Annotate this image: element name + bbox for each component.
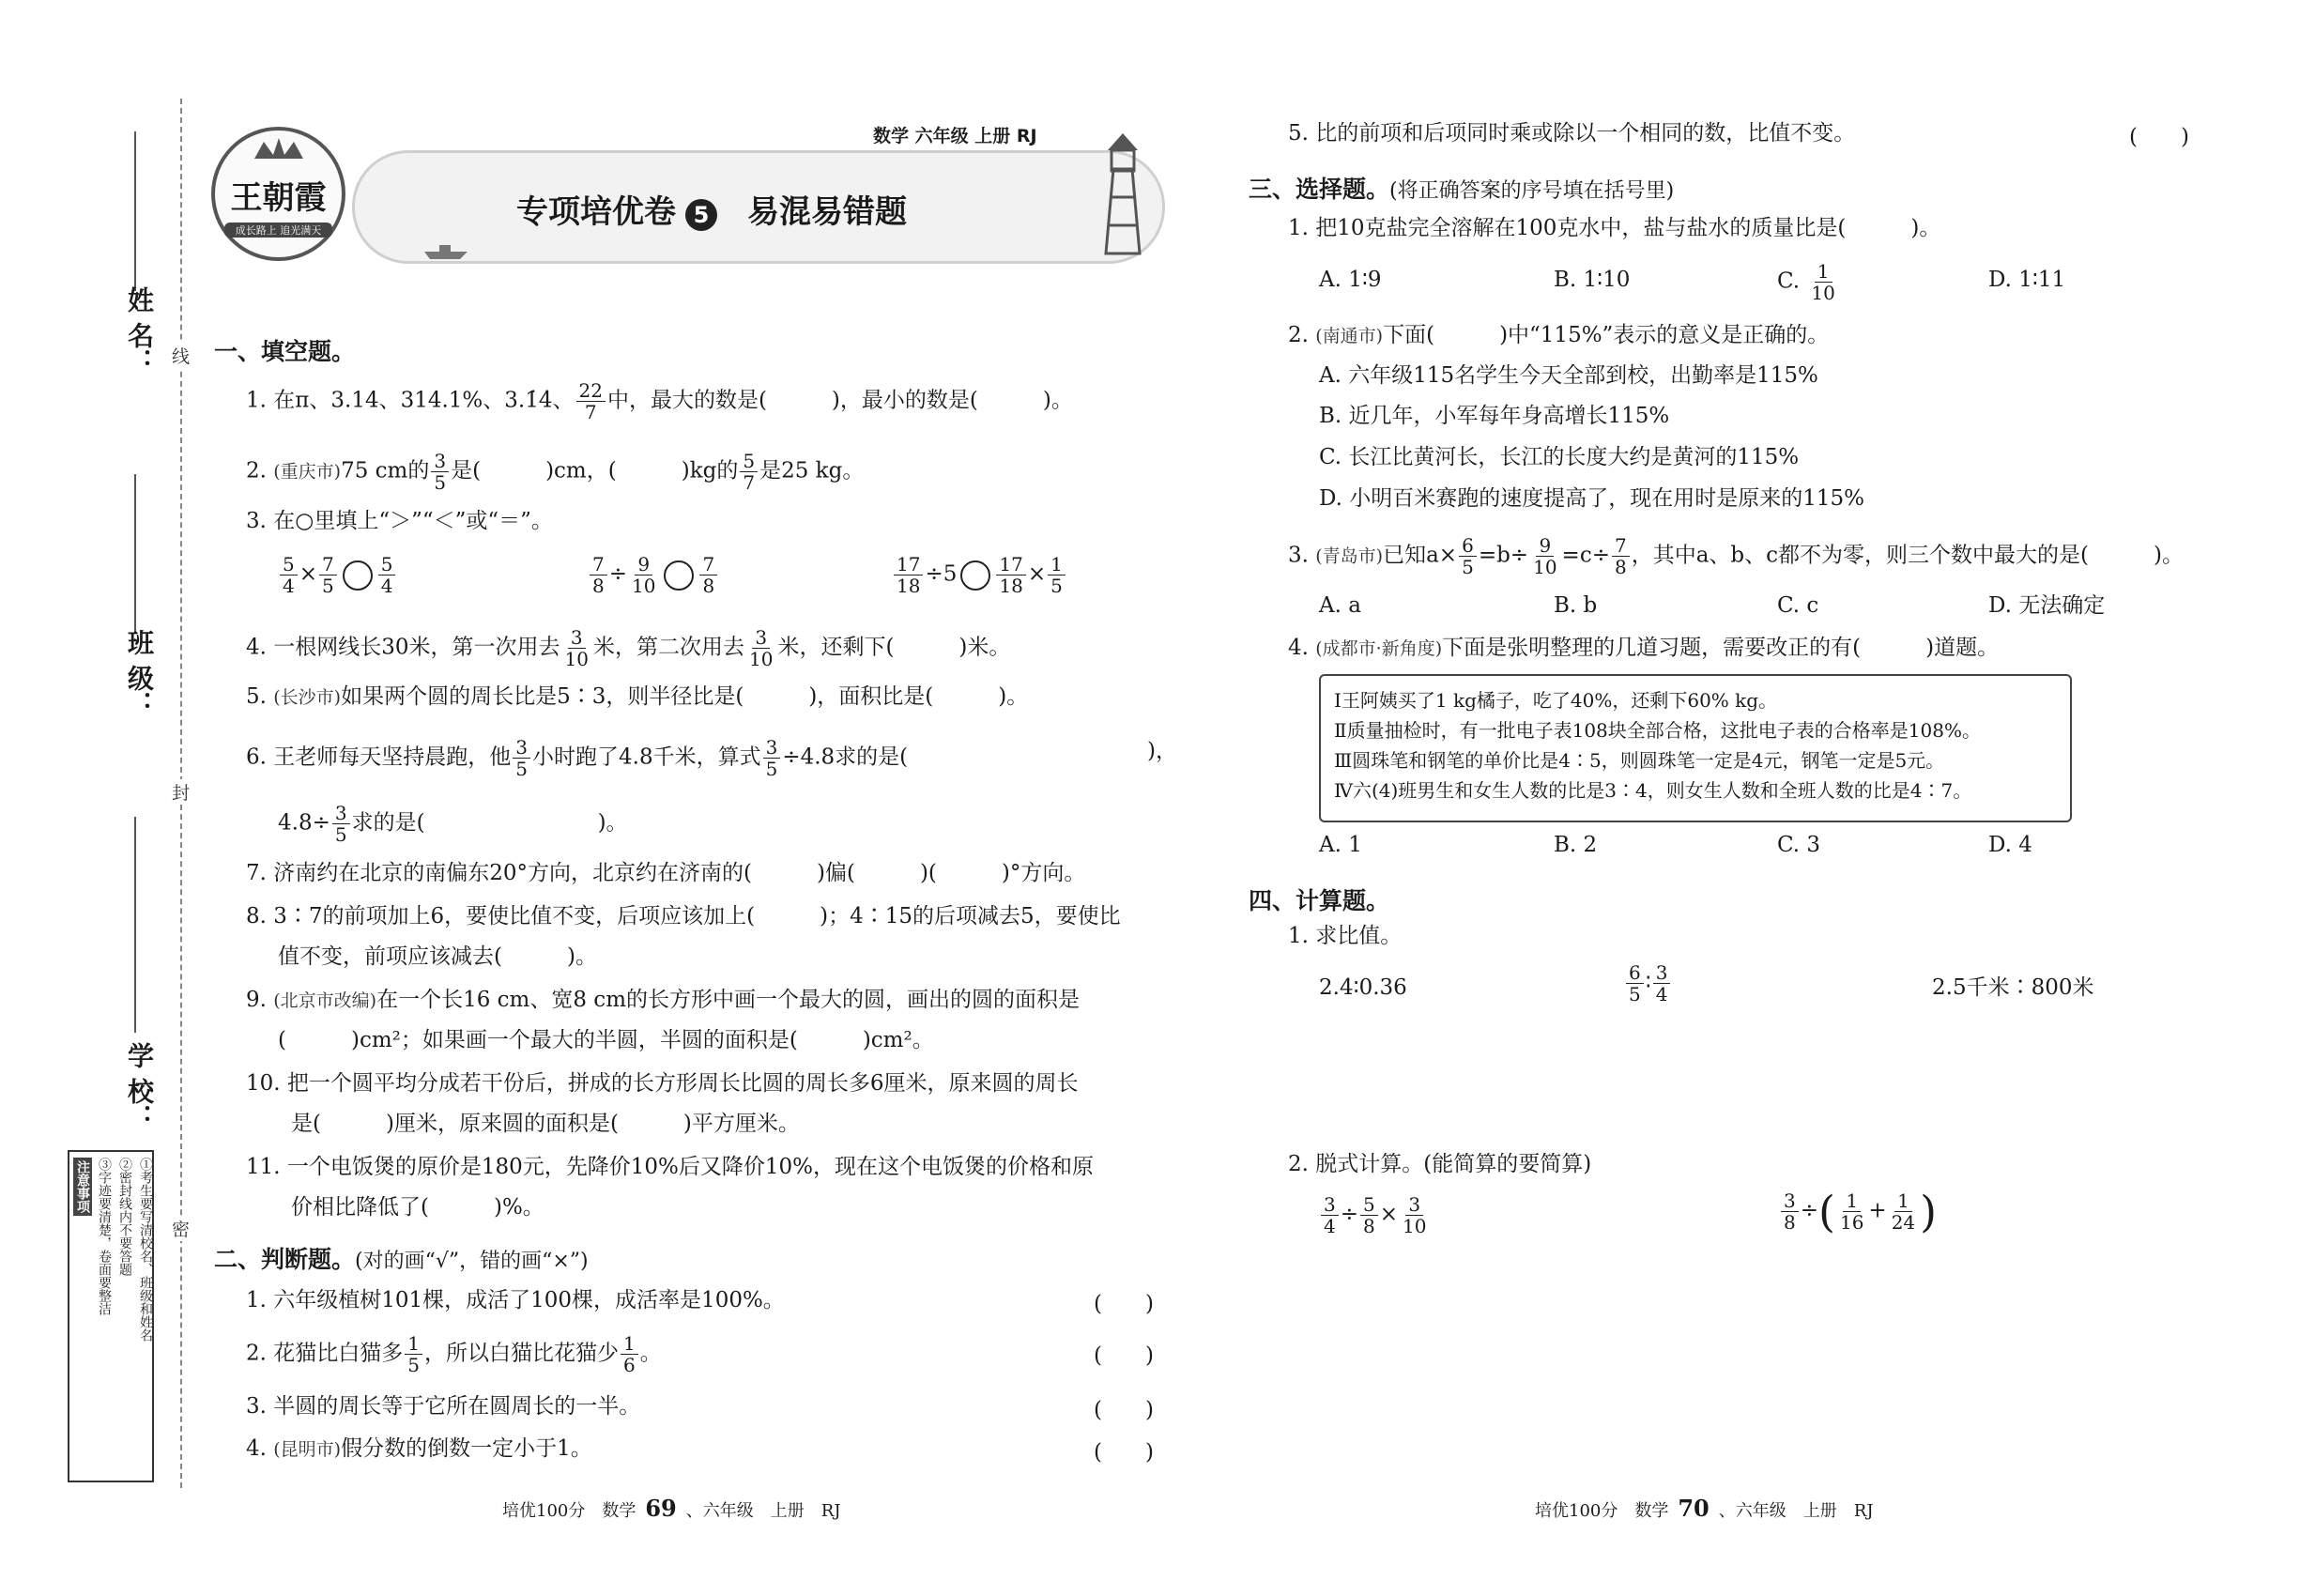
calc-2: 2. 脱式计算。(能简算的要简算) [1288,1152,1592,1176]
question-10: 10. 把一个圆平均分成若干份后，拼成的长方形周长比圆的周长多6厘米，原来圆的周长 [246,1071,1079,1096]
question-2: 2. (重庆市)75 cm的 $\frac{3}{5}$ 是( )cm，( )kg的 $\frac{5}{7}$ 是25 kg。 [246,450,865,494]
question-6: 6. 王老师每天坚持晨跑，他 $\frac{3}{5}$ 小时跑了4.8千米，算式 $\frac{3}{5}$ ÷4.8求的是( [246,736,909,780]
question-9: 9. (北京市改编)在一个长16 cm、宽8 cm的长方形中画一个最大的圆，画出的圆的面积是 [246,988,1080,1012]
choice-2-option-d[interactable]: D. 小明百米赛跑的速度提高了，现在用时是原来的115% [1319,486,1864,511]
exercise-item: Ⅳ六(4)班男生和女生人数的比是3∶4，则女生人数和全班人数的比是4∶7。 [1334,779,1972,802]
notice-item: ③字迹要清楚，卷面要整洁 [97,1158,112,1315]
section-true-false: 二、判断题。(对的画“√”，错的画“×”) [214,1246,589,1273]
exercise-item: Ⅲ圆珠笔和钢笔的单价比是4∶5，则圆珠笔一定是4元，钢笔一定是5元。 [1334,749,1945,772]
name-label: 姓 名： [124,286,155,375]
calc-1-c: 2.5千米∶800米 [1932,975,2094,1000]
brand-logo [211,127,345,261]
title-prefix: 专项培优卷 [516,193,676,231]
calc-1-a: 2.4∶0.36 [1319,975,1407,1000]
brand-name: 王朝霞 [230,179,327,217]
seal-mark-line: 线 [172,343,190,368]
exercise-list-box [1319,674,2072,822]
ship-icon [422,242,469,261]
choice-1: 1. 把10克盐完全溶解在100克水中，盐与盐水的质量比是( )。 [1288,216,1941,240]
footer-right: 培优100分 数学 70 、六年级 上册 RJ [1535,1495,1874,1522]
compare-circle[interactable] [343,560,373,591]
judge-3: 3. 半圆的周长等于它所在圆周长的一半。 [246,1394,641,1419]
title-number-badge: 5 [685,199,717,231]
answer-paren[interactable]: ( ) [1094,1440,1154,1465]
title-suffix: 易混易错题 [747,193,907,231]
page-number: 69 [645,1495,677,1522]
choice-2-option-b[interactable]: B. 近几年，小军每年身高增长115% [1319,404,1670,428]
judge-5: 5. 比的前项和后项同时乘或除以一个相同的数，比值不变。 [1288,121,1856,146]
question-5: 5. (长沙市)如果两个圆的周长比是5∶3，则半径比是( )，面积比是( )。 [246,684,1029,709]
question-10-line2: 是( )厘米，原来圆的面积是( )平方厘米。 [291,1112,800,1136]
answer-paren[interactable]: ( ) [2129,125,2189,149]
question-3-expr-3: $\frac{17}{18}$ ÷5 $\frac{17}{18}$ × $\frac{1}{5}$ [892,554,1067,596]
choice-3-option-d[interactable]: D. 无法确定 [1988,593,2106,618]
brand-slogan: 成长路上 追光满天 [224,223,332,238]
name-underline [134,131,136,291]
notice-title: 注意事项 [73,1158,92,1216]
question-1: 1. 在π、3.14、314.1%、3.1̇4̇、 $\frac{22}{7}$ 中，最大的数是( )，最小的数是( )。 [246,379,1073,423]
seal-mark-dense: 密 [172,1216,190,1241]
calc-1-b: $\frac{6}{5}$ ∶ $\frac{3}{4}$ [1624,962,1672,1005]
choice-4: 4. (成都市·新角度)下面是张明整理的几道习题，需要改正的有( )道题。 [1288,636,2000,660]
question-4: 4. 一根网线长30米，第一次用去 $\frac{3}{10}$ 米，第二次用去 $\frac{3}{10}$ 米，还剩下( )米。 [246,626,1011,670]
choice-3: 3. (青岛市)已知a× $\frac{6}{5}$ =b÷ $\frac{9}{10}$ =c÷ $\frac{7}{8}$ ，其中a、b、c都不为零，则三个数中最大的是( )。 [1288,534,2184,578]
choice-3-option-c[interactable]: C. c [1777,593,1819,618]
question-3: 3. 在○里填上“＞”“＜”或“＝”。 [246,509,553,533]
judge-4: 4. (昆明市)假分数的倒数一定小于1。 [246,1436,592,1461]
question-6-line2: 4.8÷ $\frac{3}{5}$ 求的是( )。 [278,802,628,846]
question-8-line2: 值不变，前项应该减去( )。 [278,944,597,969]
choice-4-option-a[interactable]: A. 1 [1319,833,1362,857]
choice-1-option-c[interactable]: C. $\frac{1}{10}$ [1777,260,1835,304]
calc-1: 1. 求比值。 [1288,924,1403,948]
answer-paren[interactable]: ( ) [1094,1343,1154,1368]
question-11: 11. 一个电饭煲的原价是180元，先降价10%后又降价10%，现在这个电饭煲的价格和原 [246,1155,1095,1179]
question-3-expr-1: $\frac{5}{4}$ × $\frac{7}{5}$ $\frac{5}{4}$ [278,554,397,596]
class-label: 班 级： [124,629,155,717]
choice-4-option-b[interactable]: B. 2 [1554,833,1598,857]
choice-1-option-a[interactable]: A. 1∶9 [1319,268,1382,292]
seal-mark-seal: 封 [172,779,190,805]
calc-2-b: $\frac{3}{8}$ ÷( $\frac{1}{16}$ + $\frac{1}{24}$ ) [1779,1190,1937,1233]
compare-circle[interactable] [664,560,694,591]
school-label: 学 校： [124,1042,155,1130]
judge-2: 2. 花猫比白猫多 $\frac{1}{5}$ ，所以白猫比花猫少 $\frac{1}{6}$ 。 [246,1332,662,1376]
notice-item: ②密封线内不要答题 [117,1158,132,1276]
footer-left: 培优100分 数学 69 、六年级 上册 RJ [502,1495,841,1522]
question-9-line2: ( )cm²；如果画一个最大的半圆，半圆的面积是( )cm²。 [278,1028,934,1052]
notice-box [68,1150,154,1482]
question-8: 8. 3∶7的前项加上6，要使比值不变，后项应该加上( )；4∶15的后项减去5，要使比 [246,904,1121,928]
answer-paren[interactable]: ( ) [1094,1292,1154,1316]
question-3-expr-2: $\frac{7}{8}$ ÷ $\frac{9}{10}$ $\frac{7}{8}$ [588,554,719,596]
question-6-close: )， [1147,739,1177,763]
exercise-item: Ⅰ王阿姨买了1 kg橘子，吃了40%，还剩下60% kg。 [1334,689,1778,712]
section-fill-blank: 一、填空题。 [214,338,356,365]
choice-3-option-b[interactable]: B. b [1554,593,1598,618]
choice-2: 2. (南通市)下面( )中“115%”表示的意义是正确的。 [1288,323,1830,347]
judge-1: 1. 六年级植树101棵，成活了100棵，成活率是100%。 [246,1288,785,1312]
notice-item: ①考生要写清校名、班级和姓名 [138,1158,153,1342]
header-meta: 数学 六年级 上册 RJ [873,126,1037,146]
class-underline [134,474,136,634]
calc-2-a: $\frac{3}{4}$ ÷ $\frac{5}{8}$ × $\frac{3}{10}$ [1319,1194,1431,1236]
page-title [516,186,907,232]
lighthouse-icon [1078,122,1172,263]
choice-4-option-d[interactable]: D. 4 [1988,833,2032,857]
question-7: 7. 济南约在北京的南偏东20°方向，北京约在济南的( )偏( )( )°方向。 [246,861,1086,885]
answer-paren[interactable]: ( ) [1094,1398,1154,1422]
exercise-item: Ⅱ质量抽检时，有一批电子表108块全部合格，这批电子表的合格率是108%。 [1334,719,1981,742]
choice-2-option-a[interactable]: A. 六年级115名学生今天全部到校，出勤率是115% [1319,363,1818,388]
notice-items [96,1158,154,1472]
fraction: $\frac{22}{7}$ [576,380,606,422]
choice-1-option-b[interactable]: B. 1∶10 [1554,268,1631,292]
choice-1-option-d[interactable]: D. 1∶11 [1988,268,2066,292]
question-11-line2: 价相比降低了( )%。 [291,1195,544,1220]
section-choice: 三、选择题。(将正确答案的序号填在括号里) [1249,176,1675,203]
section-calculation: 四、计算题。 [1249,887,1390,914]
choice-3-option-a[interactable]: A. a [1319,593,1361,618]
choice-4-option-c[interactable]: C. 3 [1777,833,1821,857]
school-underline [134,817,136,1033]
choice-2-option-c[interactable]: C. 长江比黄河长，长江的长度大约是黄河的115% [1319,445,1800,469]
compare-circle[interactable] [960,560,990,591]
page-number: 70 [1678,1495,1710,1522]
